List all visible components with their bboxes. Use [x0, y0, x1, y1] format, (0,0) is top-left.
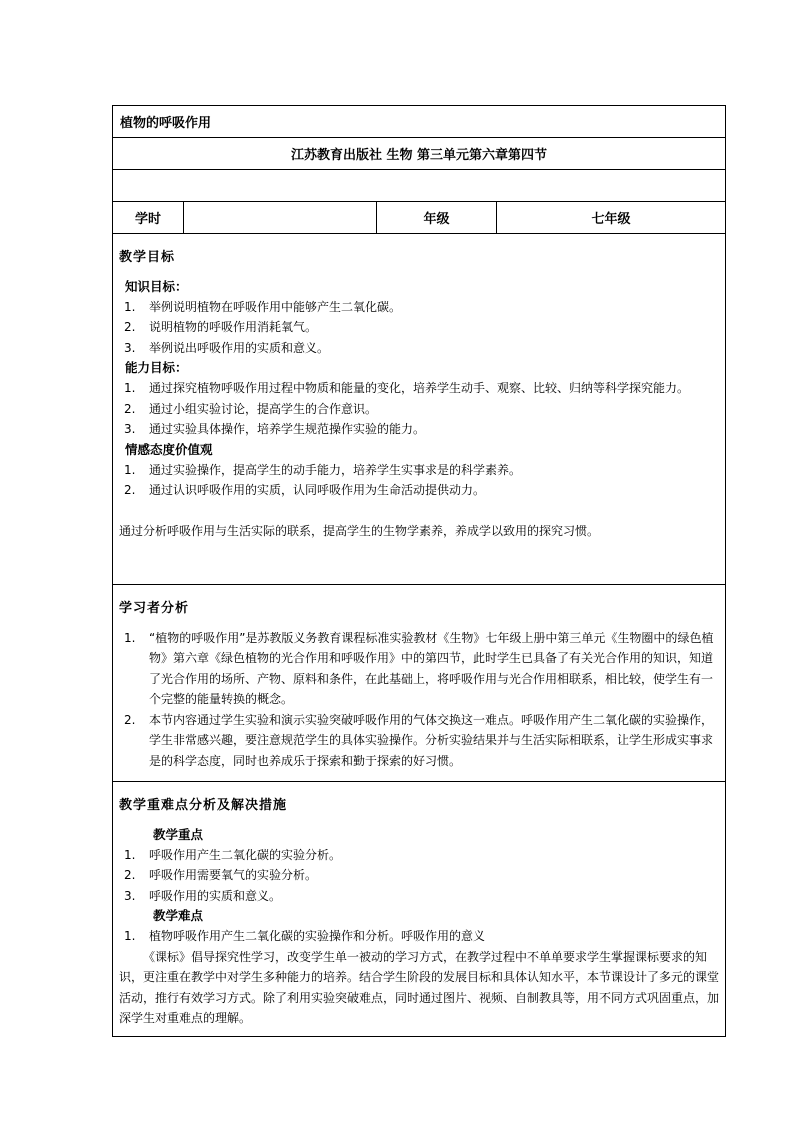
- emotion-list: [119, 460, 719, 501]
- list-item-text: 通过小组实验讨论，提高学生的合作意识。: [149, 401, 378, 416]
- blank-row: [113, 170, 726, 202]
- list-item-text: 举例说明植物在呼吸作用中能够产生二氧化碳。: [149, 299, 402, 314]
- list-item-text: “植物的呼吸作用”是苏教版义务教育课程标准实验教材《生物》七年级上册中第三单元《生物圈中的绿色植物》第六章《绿色植物的光合作用和呼吸作用》中的第四节，此时学生已具备了有关光合作用的知识，知道了光合作用的场所、产物、原料和条件，在此基础上，将呼吸作用与光合作用相联系，相比较，使学生有一个完整的能量转换的概念。: [149, 630, 714, 706]
- grade-value: 七年级: [497, 202, 726, 234]
- focus-title: 教学重点: [153, 826, 204, 842]
- list-item: [119, 865, 719, 886]
- list-item-number: 2.: [124, 712, 136, 727]
- list-item-text: 植物呼吸作用产生二氧化碳的实验操作和分析。呼吸作用的意义: [149, 929, 486, 943]
- list-item: [119, 378, 719, 399]
- list-item-number: 1.: [124, 299, 136, 314]
- ability-title: 能力目标：: [125, 360, 188, 375]
- objectives-closing: 通过分析呼吸作用与生活实际的联系，提高学生的生物学素养，养成学以致用的探究习惯。: [119, 523, 600, 538]
- list-item: [119, 926, 719, 947]
- difficulty-list: [119, 926, 719, 947]
- list-item: [119, 710, 719, 772]
- learner-section: [113, 585, 726, 782]
- learner-title: 学习者分析: [119, 601, 190, 616]
- list-item-number: 2.: [124, 483, 136, 497]
- grade-label: 年级: [377, 202, 497, 234]
- list-item-number: 1.: [124, 847, 136, 862]
- list-item-text: 本节内容通过学生实验和演示实验突破呼吸作用的气体交换这一难点。呼吸作用产生二氧化碳的实验操作，学生非常感兴趣，要注意规范学生的具体实验操作。分析实验结果并与生活实际相联系，让学生形成实事求是的科学态度，同时也养成乐于探索和勤于探索的好习惯。: [149, 712, 714, 768]
- period-value: [184, 202, 377, 234]
- difficulty-title: 教学难点: [153, 908, 204, 923]
- list-item-number: 1.: [124, 929, 136, 943]
- list-item-number: 3.: [124, 888, 136, 903]
- list-item: [119, 480, 719, 501]
- list-item-text: 呼吸作用产生二氧化碳的实验分析。: [149, 847, 342, 862]
- list-item: [119, 845, 719, 866]
- period-label: 学时: [113, 202, 184, 234]
- list-item: [119, 886, 719, 907]
- list-item-number: 3.: [124, 340, 136, 355]
- list-item: [119, 297, 719, 318]
- lesson-plan-sheet: [112, 105, 725, 1037]
- list-item-text: 举例说出呼吸作用的实质和意义。: [149, 340, 330, 355]
- emotion-title: 情感态度价值观: [125, 441, 213, 457]
- list-item: [119, 628, 719, 710]
- list-item-text: 通过认识呼吸作用的实质，认同呼吸作用为生命活动提供动力。: [149, 483, 486, 497]
- list-item-number: 1.: [124, 381, 136, 395]
- list-item-number: 1.: [124, 630, 136, 645]
- keypoints-paragraph: 《课标》倡导探究性学习，改变学生单一被动的学习方式，在教学过程中不单单要求学生掌握课标要求的知识，更注重在教学中对学生多种能力的培养。结合学生阶段的发展目标和具体认知水平，本节课设计了多元的课堂活动，推行有效学习方式。除了利用实验突破难点，同时通过图片、视频、自制教具等，用不同方式巩固重点，加深学生对重难点的理解。: [119, 949, 720, 1025]
- knowledge-list: [119, 297, 719, 359]
- course-title: 植物的呼吸作用: [113, 106, 726, 138]
- learner-list: [119, 628, 719, 772]
- list-item-text: 通过探究植物呼吸作用过程中物质和能量的变化，培养学生动手、观察、比较、归纳等科学探究能力。: [149, 381, 690, 395]
- publisher-line: 江苏教育出版社 生物 第三单元第六章第四节: [113, 138, 726, 170]
- list-item-number: 3.: [124, 422, 136, 436]
- keypoints-section: [113, 782, 726, 1037]
- list-item-number: 2.: [124, 401, 136, 416]
- list-item-text: 呼吸作用的实质和意义。: [149, 888, 282, 903]
- list-item-text: 说明植物的呼吸作用消耗氧气。: [149, 320, 318, 334]
- list-item-text: 呼吸作用需要氧气的实验分析。: [149, 868, 318, 882]
- objectives-section: [113, 234, 726, 585]
- list-item-number: 2.: [124, 868, 136, 882]
- keypoints-title: 教学重难点分析及解决措施: [119, 798, 288, 813]
- ability-list: [119, 378, 719, 440]
- list-item: [119, 460, 719, 481]
- list-item-text: 通过实验操作，提高学生的动手能力，培养学生实事求是的科学素养。: [149, 462, 522, 477]
- list-item-number: 2.: [124, 320, 136, 334]
- focus-list: [119, 845, 719, 907]
- list-item: [119, 419, 719, 440]
- objectives-title: 教学目标: [119, 250, 176, 265]
- list-item-number: 1.: [124, 462, 136, 477]
- list-item: [119, 399, 719, 420]
- list-item: [119, 338, 719, 359]
- lesson-plan-table: [112, 105, 726, 1037]
- knowledge-title: 知识目标：: [125, 278, 188, 294]
- list-item-text: 通过实验具体操作，培养学生规范操作实验的能力。: [149, 422, 426, 436]
- list-item: [119, 317, 719, 338]
